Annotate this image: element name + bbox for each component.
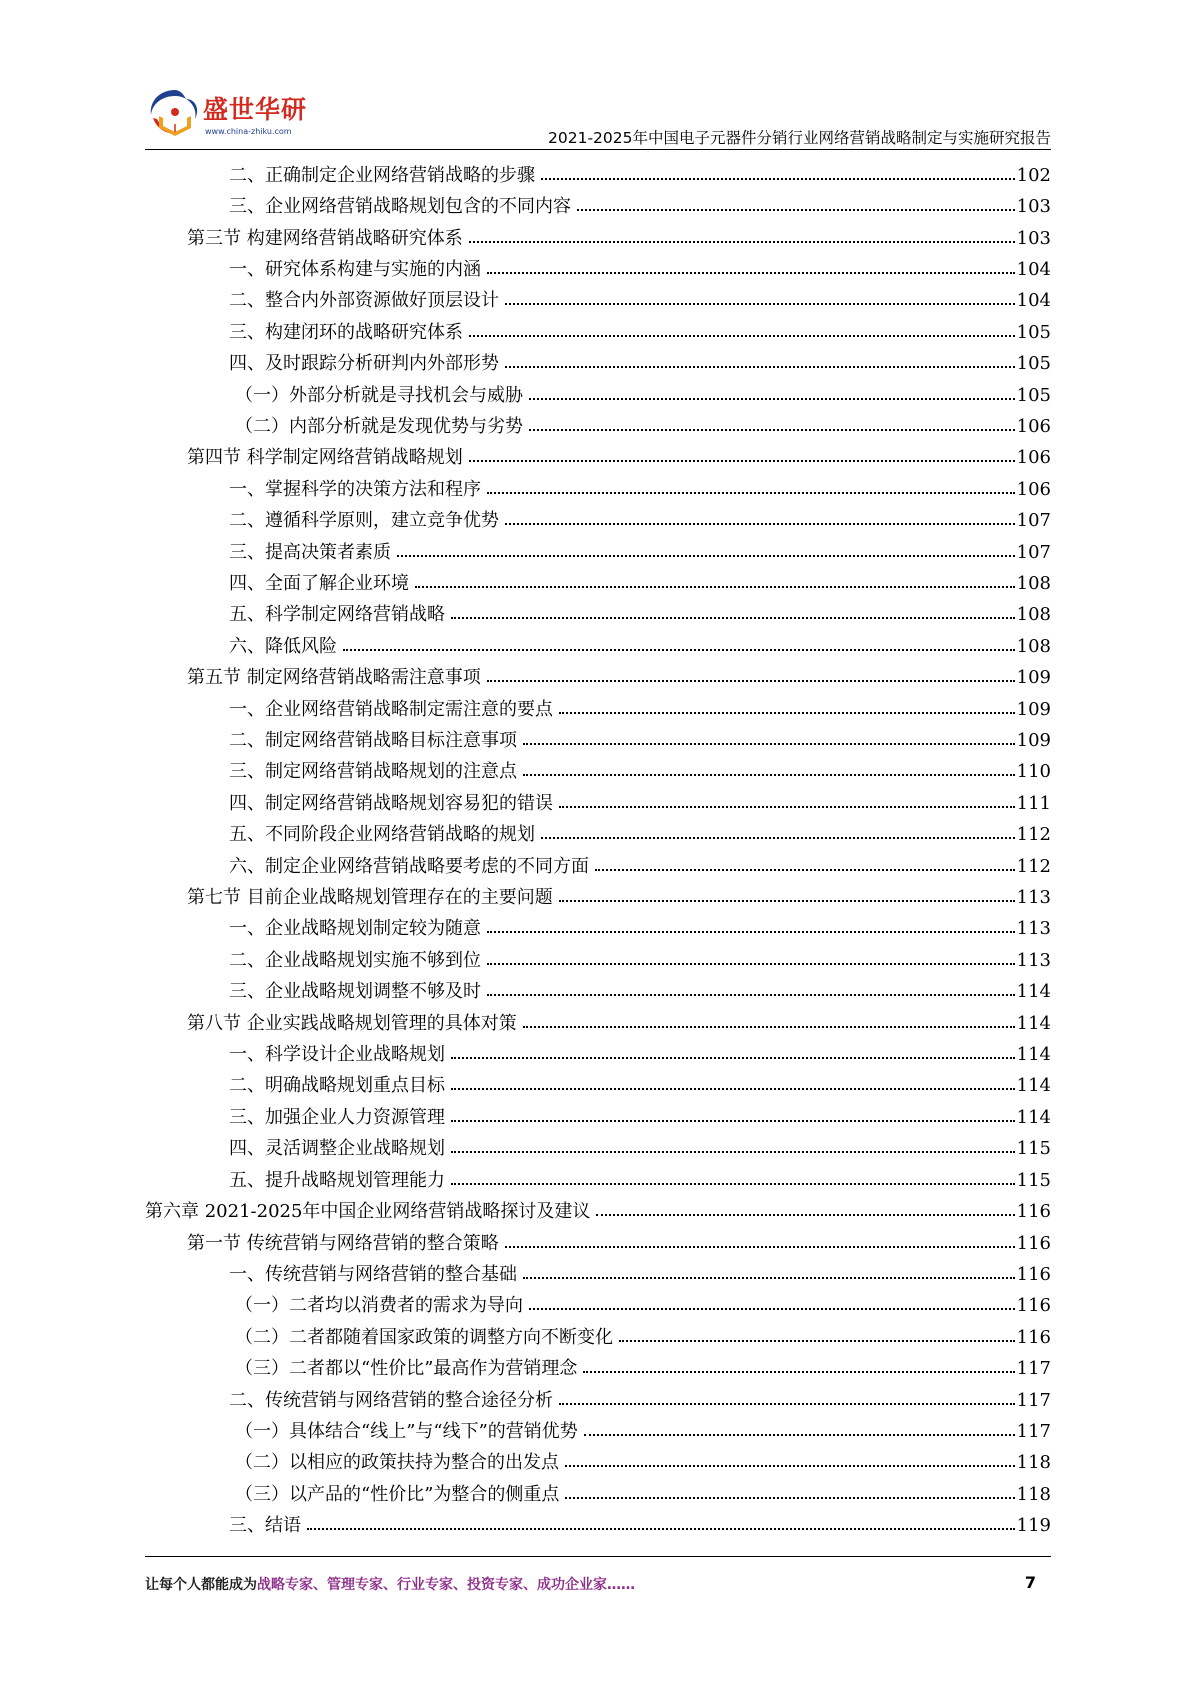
toc-dot-leader <box>541 837 1015 839</box>
toc-dot-leader <box>487 963 1015 965</box>
toc-dot-leader <box>565 1465 1015 1467</box>
toc-entry-page: 104 <box>1016 258 1051 280</box>
toc-entry-title: 第四节 科学制定网络营销战略规划 <box>187 447 463 469</box>
toc-entry-title: （一）具体结合“线上”与“线下”的营销优势 <box>235 1420 578 1442</box>
toc-dot-leader <box>523 1277 1015 1279</box>
toc-entry-title: 二、整合内外部资源做好顶层设计 <box>229 290 499 312</box>
toc-entry-title: （二）以相应的政策扶持为整合的出发点 <box>235 1452 559 1474</box>
toc-entry-title: 第一节 传统营销与网络营销的整合策略 <box>187 1232 499 1254</box>
toc-entry-page: 113 <box>1016 949 1051 971</box>
toc-entry-title: 一、企业网络营销战略制定需注意的要点 <box>229 698 553 720</box>
toc-entry-page: 108 <box>1016 604 1051 626</box>
toc-entry[interactable] <box>145 254 1051 285</box>
toc-dot-leader <box>451 1057 1015 1059</box>
toc-dot-leader <box>487 994 1015 996</box>
toc-entry-page: 114 <box>1016 1106 1051 1128</box>
toc-entry[interactable] <box>145 1385 1051 1416</box>
toc-entry-title: （一）外部分析就是寻找机会与威胁 <box>235 384 523 406</box>
toc-entry-page: 109 <box>1016 730 1051 752</box>
toc-entry-title: 三、企业战略规划调整不够及时 <box>229 981 481 1003</box>
toc-entry-title: 三、构建闭环的战略研究体系 <box>229 321 463 343</box>
report-title: 2021-2025年中国电子元器件分销行业网络营销战略制定与实施研究报告 <box>548 129 1051 147</box>
toc-dot-leader <box>505 523 1015 525</box>
toc-entry-title: （三）以产品的“性价比”为整合的侧重点 <box>235 1483 560 1505</box>
toc-entry-page: 105 <box>1016 353 1051 375</box>
toc-entry[interactable] <box>145 568 1051 599</box>
toc-entry-title: （一）二者均以消费者的需求为导向 <box>235 1295 523 1317</box>
toc-entry[interactable] <box>145 1291 1051 1322</box>
toc-dot-leader <box>523 743 1015 745</box>
toc-entry-title: 五、科学制定网络营销战略 <box>229 604 445 626</box>
toc-entry[interactable] <box>145 1102 1051 1133</box>
toc-entry-page: 110 <box>1016 761 1051 783</box>
toc-entry-page: 106 <box>1016 447 1051 469</box>
toc-dot-leader <box>523 1026 1015 1028</box>
toc-dot-leader <box>487 680 1015 682</box>
toc-entry-page: 107 <box>1016 510 1051 532</box>
toc-entry[interactable] <box>145 631 1051 662</box>
toc-entry-title: 一、科学设计企业战略规划 <box>229 1044 445 1066</box>
toc-entry-title: 五、提升战略规划管理能力 <box>229 1169 445 1191</box>
toc-entry-page: 111 <box>1016 792 1051 814</box>
page-number: 7 <box>1024 1573 1036 1592</box>
toc-entry-title: 第三节 构建网络营销战略研究体系 <box>187 227 463 249</box>
toc-entry-page: 105 <box>1016 384 1051 406</box>
toc-entry-title: 三、企业网络营销战略规划包含的不同内容 <box>229 196 571 218</box>
toc-entry-page: 118 <box>1016 1452 1051 1474</box>
toc-entry-page: 108 <box>1016 572 1051 594</box>
toc-entry[interactable] <box>145 411 1051 442</box>
toc-entry[interactable] <box>145 1479 1051 1510</box>
toc-entry[interactable] <box>145 160 1051 191</box>
toc-dot-leader <box>469 335 1015 337</box>
toc-entry-title: 二、制定网络营销战略目标注意事项 <box>229 730 517 752</box>
toc-entry-page: 114 <box>1016 1044 1051 1066</box>
toc-entry-title: 四、灵活调整企业战略规划 <box>229 1138 445 1160</box>
toc-entry-title: 二、传统营销与网络营销的整合途径分析 <box>229 1389 553 1411</box>
toc-entry-page: 117 <box>1016 1389 1051 1411</box>
logo-emblem-icon <box>145 84 205 144</box>
toc-dot-leader <box>505 366 1015 368</box>
toc-entry-title: 六、降低风险 <box>229 635 337 657</box>
toc-dot-leader <box>559 900 1015 902</box>
toc-entry[interactable] <box>145 191 1051 222</box>
toc-dot-leader <box>307 1528 1015 1530</box>
toc-dot-leader <box>565 1497 1014 1499</box>
toc-entry[interactable] <box>145 1322 1051 1353</box>
toc-entry-title: 三、提高决策者素质 <box>229 541 391 563</box>
toc-entry-title: 五、不同阶段企业网络营销战略的规划 <box>229 824 535 846</box>
toc-entry[interactable] <box>145 851 1051 882</box>
toc-entry-page: 116 <box>1016 1295 1051 1317</box>
toc-entry[interactable] <box>145 914 1051 945</box>
toc-entry-page: 106 <box>1016 478 1051 500</box>
page-header <box>145 80 1051 150</box>
toc-entry[interactable] <box>145 663 1051 694</box>
toc-entry-page: 119 <box>1016 1515 1051 1537</box>
page-footer <box>145 1574 1051 1600</box>
toc-entry-page: 116 <box>1016 1263 1051 1285</box>
toc-entry-page: 116 <box>1016 1201 1051 1223</box>
toc-dot-leader <box>469 241 1015 243</box>
toc-dot-leader <box>523 774 1015 776</box>
slogan-prefix: 让每个人都能成为 <box>145 1577 257 1593</box>
toc-entry[interactable] <box>145 788 1051 819</box>
toc-entry-title: 第八节 企业实践战略规划管理的具体对策 <box>187 1012 517 1034</box>
toc-dot-leader <box>529 1308 1015 1310</box>
toc-entry-page: 114 <box>1016 981 1051 1003</box>
toc-entry-page: 102 <box>1016 164 1051 186</box>
toc-entry-title: 第七节 目前企业战略规划管理存在的主要问题 <box>187 887 553 909</box>
toc-dot-leader <box>505 1246 1015 1248</box>
toc-entry-title: 四、制定网络营销战略规划容易犯的错误 <box>229 792 553 814</box>
toc-dot-leader <box>451 617 1015 619</box>
toc-entry[interactable] <box>145 1071 1051 1102</box>
toc-entry[interactable] <box>145 820 1051 851</box>
toc-entry-title: 四、及时跟踪分析研判内外部形势 <box>229 353 499 375</box>
toc-entry[interactable] <box>145 443 1051 474</box>
toc-entry-title: 一、企业战略规划制定较为随意 <box>229 918 481 940</box>
toc-entry-page: 105 <box>1016 321 1051 343</box>
header-divider <box>145 149 1051 150</box>
toc-entry[interactable] <box>145 1353 1051 1384</box>
toc-entry-page: 104 <box>1016 290 1051 312</box>
slogan-highlight: 战略专家、管理专家、行业专家、投资专家、成功企业家…… <box>257 1577 635 1593</box>
toc-entry-title: 二、遵循科学原则，建立竞争优势 <box>229 510 499 532</box>
toc-dot-leader <box>415 586 1015 588</box>
toc-entry-title: 二、正确制定企业网络营销战略的步骤 <box>229 164 535 186</box>
toc-entry[interactable] <box>145 945 1051 976</box>
toc-entry-page: 115 <box>1016 1138 1051 1160</box>
toc-dot-leader <box>451 1120 1015 1122</box>
toc-dot-leader <box>577 209 1015 211</box>
toc-entry-page: 106 <box>1016 415 1051 437</box>
toc-dot-leader <box>541 178 1015 180</box>
toc-entry[interactable] <box>145 882 1051 913</box>
toc-entry[interactable] <box>145 223 1051 254</box>
toc-entry-page: 109 <box>1016 698 1051 720</box>
toc-entry[interactable] <box>145 317 1051 348</box>
footer-slogan <box>145 1574 635 1594</box>
toc-dot-leader <box>559 712 1015 714</box>
toc-dot-leader <box>487 272 1015 274</box>
toc-entry-page: 107 <box>1016 541 1051 563</box>
toc-entry-title: 四、全面了解企业环境 <box>229 572 409 594</box>
toc-entry-title: 二、明确战略规划重点目标 <box>229 1075 445 1097</box>
toc-dot-leader <box>451 1088 1015 1090</box>
toc-dot-leader <box>487 931 1015 933</box>
toc-dot-leader <box>343 649 1015 651</box>
toc-entry-page: 112 <box>1016 855 1051 877</box>
toc-dot-leader <box>505 303 1015 305</box>
toc-entry[interactable] <box>145 725 1051 756</box>
toc-dot-leader <box>596 1214 1014 1216</box>
toc-entry[interactable] <box>145 757 1051 788</box>
toc-dot-leader <box>595 869 1015 871</box>
toc-entry-page: 113 <box>1016 887 1051 909</box>
toc-dot-leader <box>451 1183 1015 1185</box>
toc-entry[interactable] <box>145 537 1051 568</box>
toc-dot-leader <box>583 1371 1014 1373</box>
toc-entry-page: 108 <box>1016 635 1051 657</box>
toc-entry-title: 第五节 制定网络营销战略需注意事项 <box>187 667 481 689</box>
toc-dot-leader <box>397 555 1015 557</box>
toc-entry-title: 六、制定企业网络营销战略要考虑的不同方面 <box>229 855 589 877</box>
toc-dot-leader <box>529 398 1015 400</box>
company-logo <box>145 80 315 150</box>
toc-entry[interactable] <box>145 1134 1051 1165</box>
toc-entry[interactable] <box>145 1448 1051 1479</box>
toc-entry-page: 112 <box>1016 824 1051 846</box>
toc-entry-page: 115 <box>1016 1169 1051 1191</box>
toc-entry[interactable] <box>145 474 1051 505</box>
toc-entry-title: 第六章 2021-2025年中国企业网络营销战略探讨及建议 <box>145 1201 591 1223</box>
table-of-contents <box>145 160 1051 1542</box>
toc-dot-leader <box>619 1340 1015 1342</box>
toc-entry[interactable] <box>145 1008 1051 1039</box>
toc-entry[interactable] <box>145 505 1051 536</box>
toc-entry-title: 三、加强企业人力资源管理 <box>229 1106 445 1128</box>
toc-dot-leader <box>559 806 1015 808</box>
toc-entry-page: 116 <box>1016 1326 1051 1348</box>
toc-dot-leader <box>451 1151 1015 1153</box>
toc-entry[interactable] <box>145 1165 1051 1196</box>
toc-dot-leader <box>469 460 1015 462</box>
footer-divider <box>145 1556 1051 1557</box>
toc-entry-page: 103 <box>1016 196 1051 218</box>
toc-entry[interactable] <box>145 1196 1051 1227</box>
toc-entry-title: （三）二者都以“性价比”最高作为营销理念 <box>235 1358 578 1380</box>
toc-entry-title: （二）内部分析就是发现优势与劣势 <box>235 415 523 437</box>
toc-entry-page: 103 <box>1016 227 1051 249</box>
toc-entry-page: 113 <box>1016 918 1051 940</box>
toc-entry-page: 118 <box>1016 1483 1051 1505</box>
toc-entry-page: 114 <box>1016 1075 1051 1097</box>
toc-dot-leader <box>487 492 1015 494</box>
toc-entry[interactable] <box>145 1416 1051 1447</box>
toc-entry-title: （二）二者都随着国家政策的调整方向不断变化 <box>235 1326 613 1348</box>
toc-entry[interactable] <box>145 694 1051 725</box>
toc-entry-title: 一、研究体系构建与实施的内涵 <box>229 258 481 280</box>
toc-entry-title: 二、企业战略规划实施不够到位 <box>229 949 481 971</box>
toc-entry-page: 117 <box>1016 1358 1051 1380</box>
toc-entry[interactable] <box>145 1228 1051 1259</box>
toc-entry[interactable] <box>145 600 1051 631</box>
toc-entry[interactable] <box>145 348 1051 379</box>
toc-dot-leader <box>559 1403 1015 1405</box>
toc-entry[interactable] <box>145 977 1051 1008</box>
toc-entry-page: 116 <box>1016 1232 1051 1254</box>
logo-name: 盛世华研 <box>203 95 308 124</box>
toc-entry[interactable] <box>145 380 1051 411</box>
toc-entry[interactable] <box>145 1259 1051 1290</box>
toc-entry-page: 117 <box>1016 1420 1051 1442</box>
logo-url: www.china-zhiku.com <box>205 127 292 136</box>
toc-entry-page: 109 <box>1016 667 1051 689</box>
toc-entry-title: 一、传统营销与网络营销的整合基础 <box>229 1263 517 1285</box>
toc-entry-title: 三、结语 <box>229 1515 301 1537</box>
toc-entry[interactable] <box>145 1039 1051 1070</box>
toc-dot-leader <box>584 1434 1015 1436</box>
toc-entry-page: 114 <box>1016 1012 1051 1034</box>
toc-entry-title: 一、掌握科学的决策方法和程序 <box>229 478 481 500</box>
toc-entry[interactable] <box>145 1510 1051 1541</box>
toc-entry[interactable] <box>145 286 1051 317</box>
toc-entry-title: 三、制定网络营销战略规划的注意点 <box>229 761 517 783</box>
toc-dot-leader <box>529 429 1015 431</box>
